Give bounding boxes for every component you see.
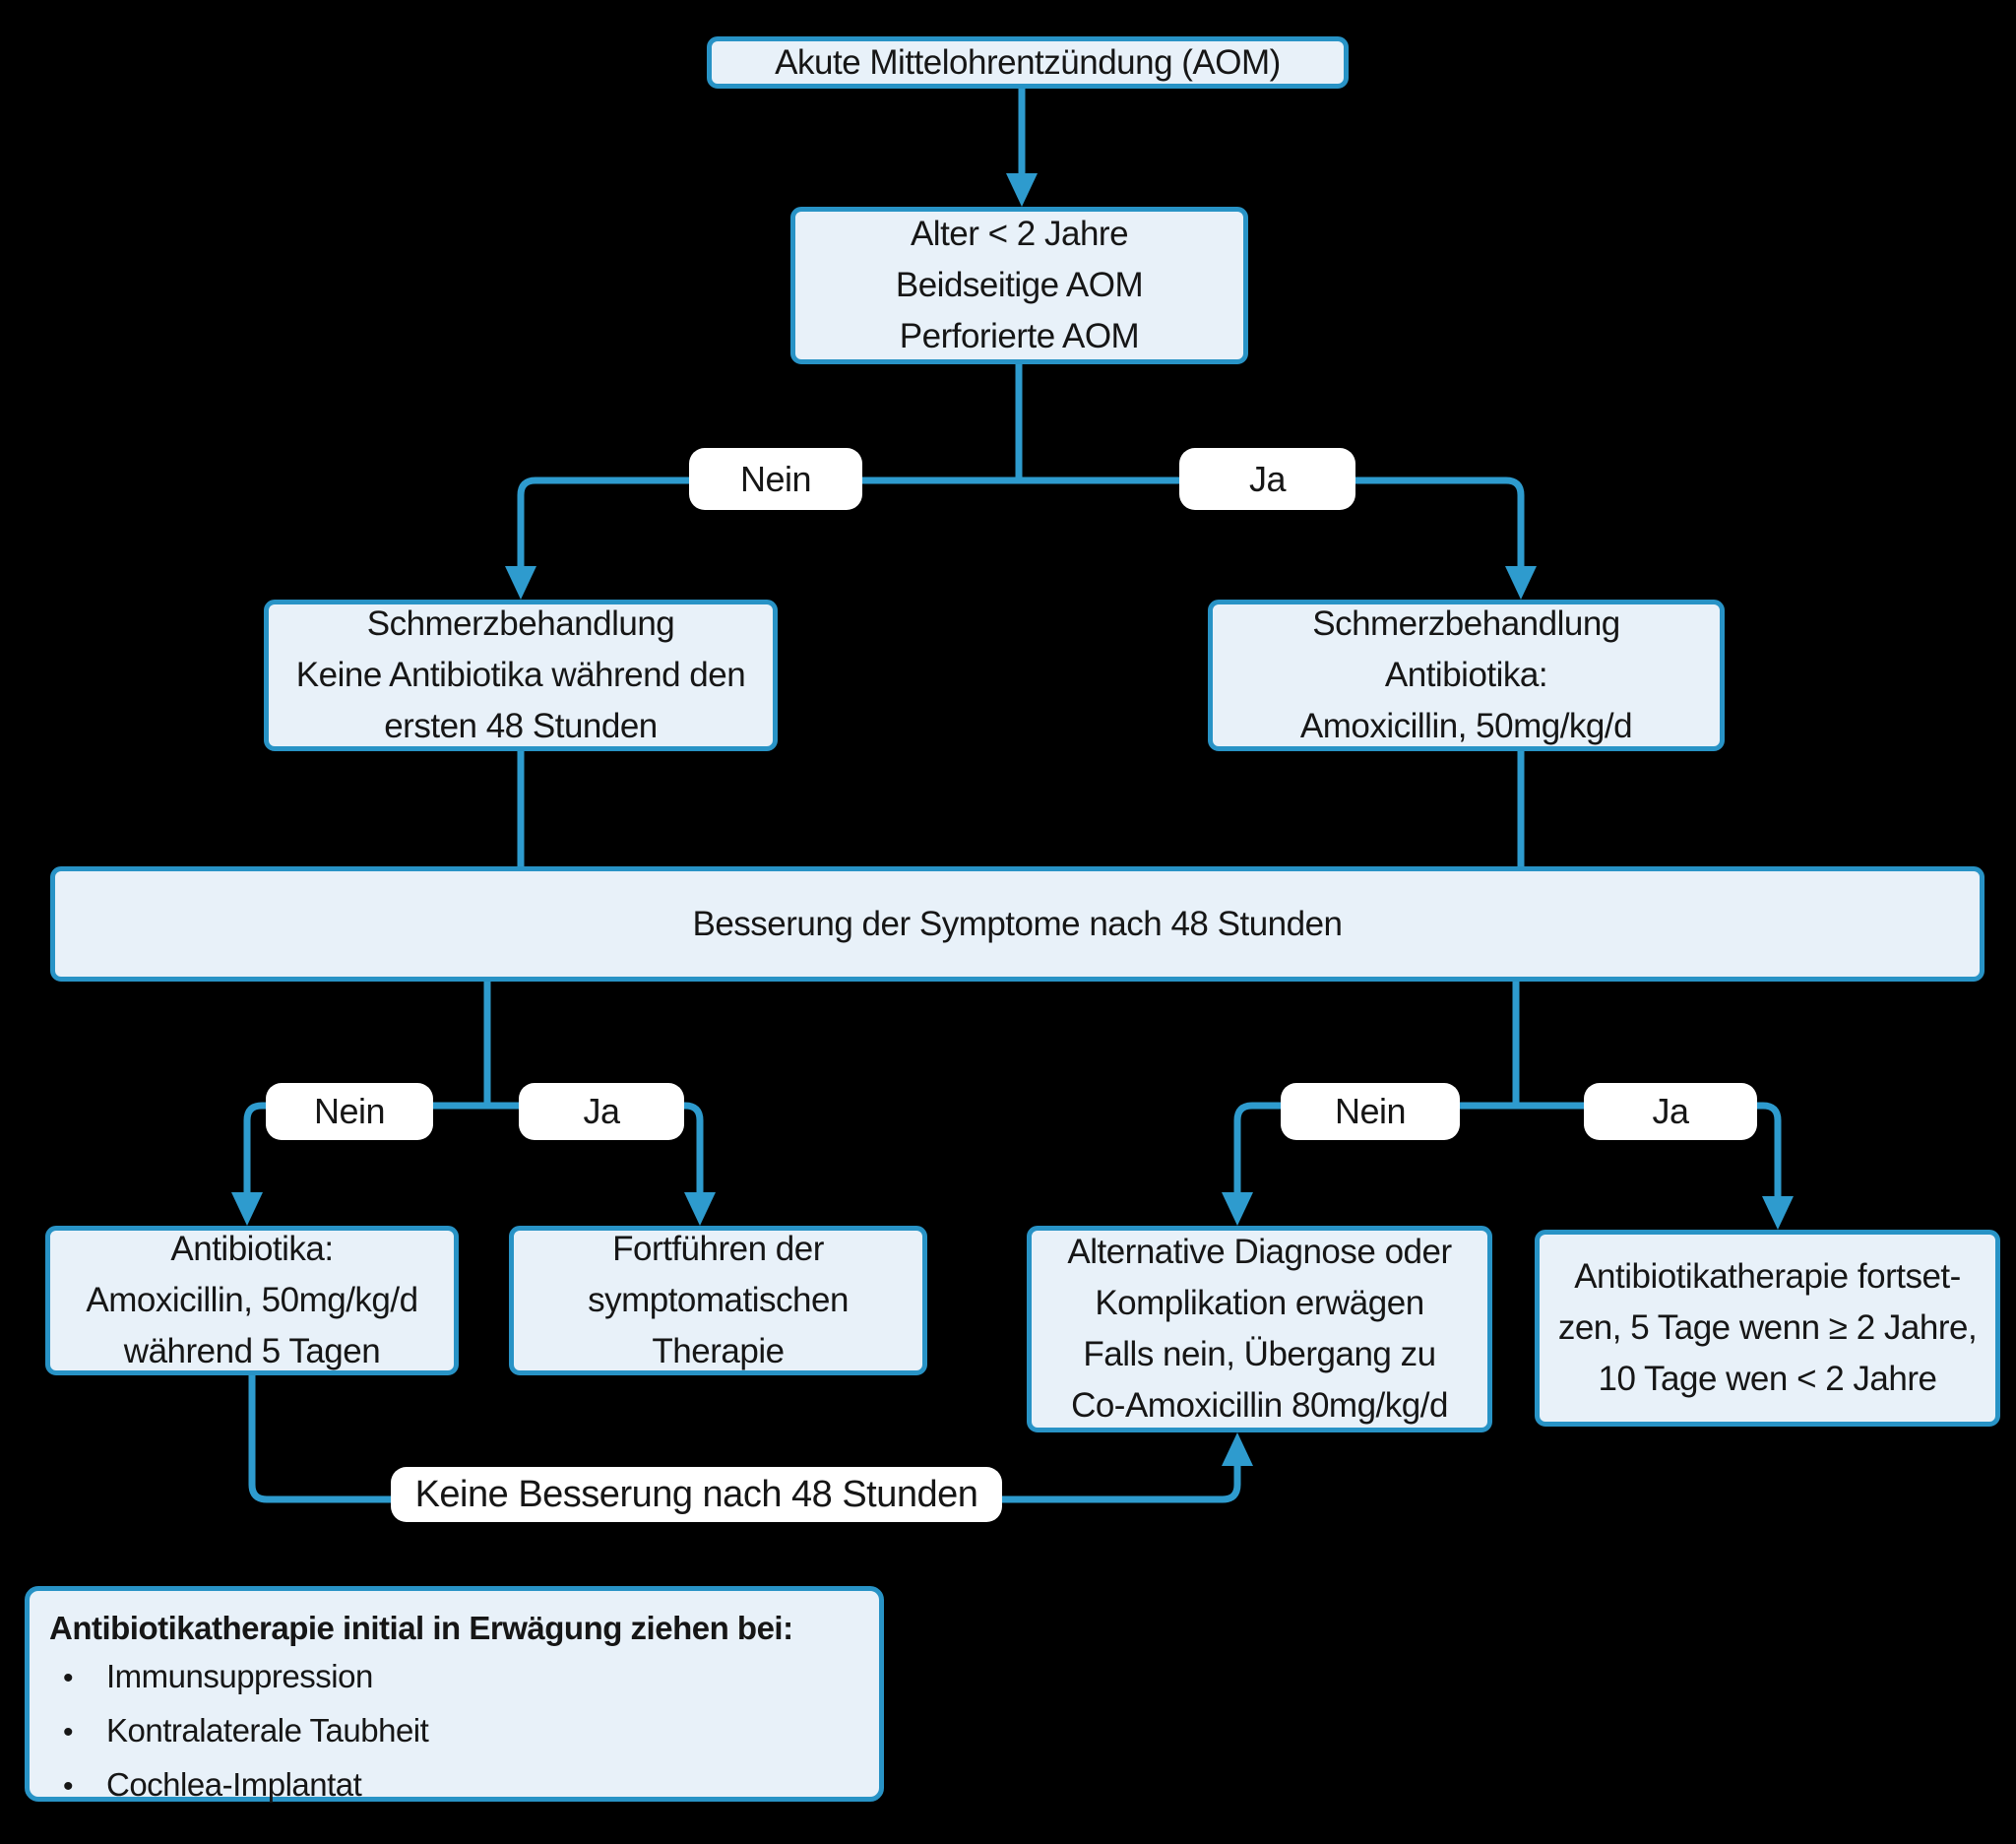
list-item <box>49 1650 859 1704</box>
connector-no-improvement-to-altdiag <box>1002 1466 1237 1499</box>
node-criteria-line: Beidseitige AOM <box>895 266 1144 304</box>
node-aom <box>707 36 1349 89</box>
node-continue-symptomatic <box>509 1226 927 1375</box>
node-continue-antibiotics-line: 10 Tage wen < 2 Jahre <box>1598 1360 1937 1398</box>
node-pain-no-antibiotics-line: Keine Antibiotika während den <box>295 656 746 694</box>
arrowhead-down-icon <box>1222 1192 1253 1226</box>
label-ja-top: Ja <box>1179 448 1355 510</box>
list-item <box>49 1758 859 1812</box>
node-continue-symptomatic-line: symptomatischen <box>588 1281 849 1319</box>
branch-line-top <box>521 480 1521 566</box>
arrowhead-up-icon <box>1222 1432 1253 1466</box>
node-aom-line: Akute Mittelohrentzündung (AOM) <box>775 42 1281 82</box>
node-antibiotics-5-days <box>45 1226 459 1375</box>
bullet-text: Kontralaterale Taubheit <box>106 1712 429 1749</box>
node-pain-no-antibiotics <box>264 600 778 751</box>
node-pain-antibiotics <box>1208 600 1725 751</box>
node-antibiotics-5-days-line: während 5 Tagen <box>123 1332 381 1370</box>
node-continue-antibiotics <box>1535 1230 2000 1427</box>
node-continue-antibiotics-line: Antibiotikatherapie fortset- <box>1574 1257 1961 1296</box>
label-ja-bottom-right: Ja <box>1584 1083 1757 1140</box>
bullet-icon: • <box>63 1716 74 1749</box>
label-ja-bottom-left: Ja <box>519 1083 684 1140</box>
list-item <box>49 1704 859 1758</box>
node-continue-symptomatic-line: Therapie <box>652 1332 785 1370</box>
node-antibiotics-5-days-line: Amoxicillin, 50mg/kg/d <box>86 1281 418 1319</box>
label-nein-bottom-left: Nein <box>266 1083 433 1140</box>
node-alternative-diagnosis-line: Co-Amoxicillin 80mg/kg/d <box>1071 1386 1448 1425</box>
node-alternative-diagnosis <box>1027 1226 1492 1432</box>
label-nein-top: Nein <box>689 448 862 510</box>
node-pain-antibiotics-line: Schmerzbehandlung <box>1312 604 1620 643</box>
node-continue-antibiotics-line: zen, 5 Tage wenn ≥ 2 Jahre, <box>1557 1308 1978 1347</box>
node-improvement-48h <box>50 866 1984 982</box>
node-pain-no-antibiotics-line: ersten 48 Stunden <box>384 707 658 745</box>
node-criteria <box>790 207 1248 364</box>
arrowhead-down-icon <box>231 1192 263 1226</box>
node-pain-antibiotics-line: Antibiotika: <box>1384 656 1548 694</box>
node-criteria-line: Perforierte AOM <box>899 317 1140 355</box>
label-nein-bottom-right: Nein <box>1281 1083 1460 1140</box>
node-antibiotics-5-days-line: Antibiotika: <box>170 1230 334 1268</box>
label-no-improvement-48h: Keine Besserung nach 48 Stunden <box>391 1467 1002 1522</box>
info-box-title: Antibiotikatherapie initial in Erwägung ziehen bei: <box>49 1610 793 1646</box>
connector-abx5d-to-no-improvement <box>252 1375 391 1499</box>
node-criteria-line: Alter < 2 Jahre <box>910 215 1129 253</box>
arrowhead-down-icon <box>684 1192 716 1226</box>
node-improvement-48h-line: Besserung der Symptome nach 48 Stunden <box>692 904 1343 943</box>
arrowhead-down-icon <box>505 566 536 600</box>
bullet-text: Cochlea-Implantat <box>106 1766 362 1803</box>
arrowhead-down-icon <box>1006 173 1038 207</box>
info-box <box>25 1586 884 1802</box>
node-alternative-diagnosis-line: Alternative Diagnose oder <box>1067 1233 1452 1271</box>
node-alternative-diagnosis-line: Komplikation erwägen <box>1095 1284 1424 1322</box>
node-alternative-diagnosis-line: Falls nein, Übergang zu <box>1083 1335 1436 1373</box>
node-pain-no-antibiotics-line: Schmerzbehandlung <box>366 604 675 643</box>
arrowhead-down-icon <box>1762 1196 1794 1230</box>
bullet-icon: • <box>63 1770 74 1803</box>
arrowhead-down-icon <box>1505 566 1537 600</box>
bullet-text: Immunsuppression <box>106 1658 373 1694</box>
node-continue-symptomatic-line: Fortführen der <box>612 1230 824 1268</box>
bullet-icon: • <box>63 1662 74 1694</box>
node-pain-antibiotics-line: Amoxicillin, 50mg/kg/d <box>1299 707 1633 745</box>
